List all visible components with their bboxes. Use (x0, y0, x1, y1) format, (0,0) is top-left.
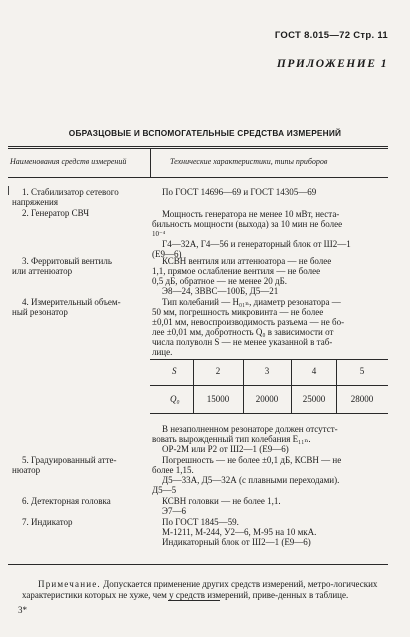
appendix-label: ПРИЛОЖЕНИЕ 1 (276, 58, 388, 70)
row2-name-line1: 2. Генератор СВЧ (22, 208, 90, 218)
table-bottom-rule (8, 564, 388, 565)
row5-spec-line2: более 1,15. (152, 465, 194, 475)
row2-spec-line5: (Е9—6) (152, 249, 182, 259)
row6-spec-line2: Э7—6 (162, 506, 186, 516)
row4-spec-line6: лице. (152, 347, 173, 357)
s-value: 5 (359, 366, 365, 376)
row4-cont-line3: ОР-2М или Р2 от Ш2—1 (Е9—6) (162, 444, 289, 454)
row3-name-line1: 3. Ферритовый вентиль (22, 256, 112, 266)
inner-divider-3 (291, 359, 292, 413)
q-value: 20000 (255, 394, 279, 404)
row2-spec-line3: 10⁻⁴ (152, 230, 166, 238)
row5-name-line2: нюатор (12, 465, 41, 475)
margin-mark (8, 186, 9, 195)
row5-spec-line4: Д5—5 (152, 485, 177, 495)
row6-spec-line1: КСВН головки — не более 1,1. (162, 496, 281, 506)
row7-spec-line3: Индикаторный блок от Ш2—1 (Е9—6) (162, 537, 311, 547)
table-top-rule (8, 146, 388, 147)
row4-spec-line1: Тип колебаний — H₀₁ₙ, диаметр резонатора — (162, 297, 341, 307)
footnote-label: Примечание. (38, 579, 101, 589)
row6-name-line1: 6. Детекторная головка (22, 496, 111, 506)
row3-spec-line1: КСВН вентиля или аттенюатора — не более (162, 256, 332, 266)
row2-spec-line1: Мощность генератора не менее 10 мВт, неста- (162, 209, 340, 219)
s-value: 4 (311, 366, 317, 376)
row1-spec-line1: По ГОСТ 14696—69 и ГОСТ 14305—69 (162, 187, 317, 197)
row3-spec-line3: 0,5 дБ, обратное — не менее 20 дБ. (152, 276, 287, 286)
row1-name-line1: 1. Стабилизатор сетевого (22, 187, 119, 197)
row7-spec-line1: По ГОСТ 1845—59. (162, 517, 239, 527)
inner-table-top (150, 359, 388, 360)
q-value: 28000 (350, 394, 374, 404)
table-header-rule (8, 177, 388, 178)
inner-divider-4 (336, 359, 337, 413)
header-column-divider (150, 148, 151, 177)
column-header-specs: Технические характеристики, типы приборов (170, 157, 328, 166)
row3-name-line2: или аттенюатор (12, 266, 73, 276)
s-value: 3 (264, 366, 270, 376)
s-value: 2 (215, 366, 221, 376)
q-value: 25000 (302, 394, 326, 404)
inner-divider-1 (193, 359, 194, 413)
row4-spec-line5: числа полуволн S — не менее указанной в таб- (152, 337, 333, 347)
footer-rule (168, 600, 220, 601)
column-header-names: Наименования средств измерений (10, 157, 127, 166)
page-header: ГОСТ 8.015—72 Стр. 11 (274, 30, 388, 41)
row4-cont-line2: вовать вырожденный тип колебания E₁₁ₙ. (152, 434, 311, 444)
row7-name-line1: 7. Индикатор (22, 517, 73, 527)
footnote-text: Допускается применение других средств измерений, метро-логических характеристики которых не хуже, чем у средств измерений, приве-денных в таблице. (22, 579, 378, 600)
row4-spec-line2: 50 мм, погрешность микровинта — не более (152, 307, 324, 317)
inner-table-bottom (150, 413, 388, 414)
row5-spec-line1: Погрешность — не более ±0,1 дБ, КСВН — не (162, 455, 342, 465)
row3-spec-line4: Э8—24, ЗВВС—100Б, Д5—21 (162, 286, 279, 296)
row3-spec-line2: 1,1, прямое ослабление вентиля — не более (152, 266, 321, 276)
section-title: ОБРАЗЦОВЫЕ И ВСПОМОГАТЕЛЬНЫЕ СРЕДСТВА ИЗМЕРЕНИЙ (68, 128, 342, 138)
inner-table-mid (150, 385, 388, 386)
inner-divider-2 (243, 359, 244, 413)
q-value: 15000 (206, 394, 230, 404)
row2-spec-line2: бильность мощности (выхода) за 10 мин не более (152, 219, 343, 229)
row4-cont-line1: В незаполненном резонаторе должен отсутст- (162, 424, 338, 434)
footnote (22, 579, 392, 601)
q-label: Q₀ (170, 394, 180, 404)
row5-spec-line3: Д5—33А, Д5—32А (с плавными переходами). (162, 475, 340, 485)
row4-spec-line3: ±0,01 мм, невоспроизводимость разъема — не бо- (152, 317, 345, 327)
row1-name-line2: напряжения (12, 197, 59, 207)
row2-spec-line4: Г4—32А, Г4—56 и генераторный блок от Ш2—1 (162, 239, 351, 249)
row4-spec-line4: лее ±0,01 мм, добротность Q₀ в зависимости от (152, 327, 334, 337)
table-top-rule-2 (8, 148, 388, 149)
page-mark: 3* (18, 605, 27, 615)
row5-name-line1: 5. Градуированный атте- (22, 455, 117, 465)
row7-spec-line2: М-1211, М-244, У2—6, М-95 на 10 мкА. (162, 527, 317, 537)
row4-name-line1: 4. Измерительный объем- (22, 297, 121, 307)
s-label: S (172, 366, 177, 376)
row4-name-line2: ный резонатор (12, 307, 68, 317)
